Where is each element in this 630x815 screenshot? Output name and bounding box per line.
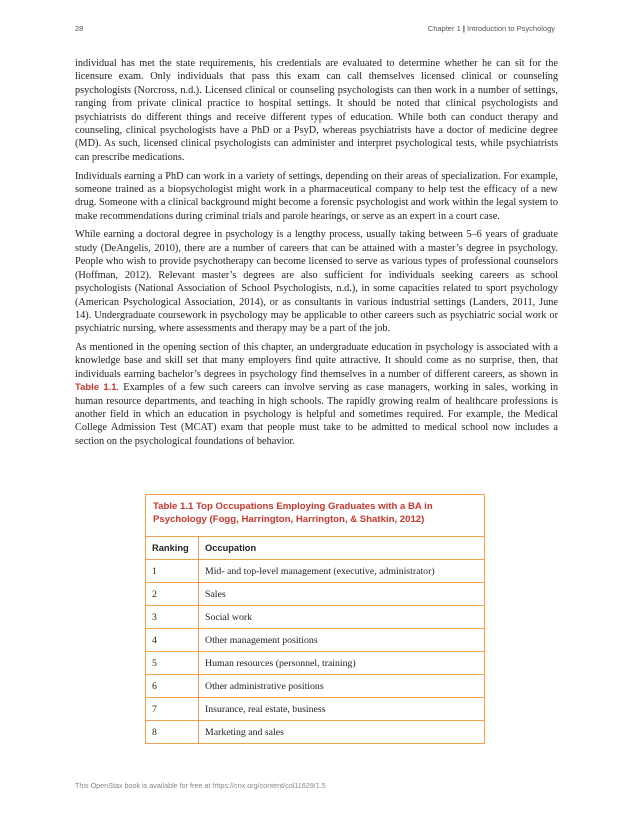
occupation-cell: Mid- and top-level management (executive, administrator) (199, 560, 485, 583)
rank-cell: 7 (146, 698, 199, 721)
rank-cell: 5 (146, 652, 199, 675)
page-number: 28 (75, 24, 84, 33)
header-occupation: Occupation (199, 537, 485, 560)
paragraph: individual has met the state requirements, his credentials are evaluated to determine whether he can sit for the licensure exam. Only individuals that pass this exam can call themselves licensed clinical or counseling psychologists (Norcross, n.d.). Licensed clinical or counseling psychologists can then work in a number of settings, ranging from private clinical practice to hospital settings. It should be noted that clinical psychologists and psychiatrists do different things and receive different types of education. While both can conduct therapy and counseling, clinical psychologists have a PhD or a PsyD, whereas psychiatrists have a doctor of medicine degree (MD). As such, licensed clinical psychologists can administer and interpret psychological tests, while psychiatrists can prescribe medications. (75, 58, 558, 163)
occupation-cell: Social work (199, 606, 485, 629)
occupation-cell: Insurance, real estate, business (199, 698, 485, 721)
table-row (146, 652, 484, 675)
paragraph-text: . Examples of a few such careers can involve serving as case managers, working in sales, working in human resource departments, and teaching in high schools. The rapidly growing realm of healthcare professions is another field in which an education in psychology is helpful and sometimes required. For example, the Medical College Admission Test (MCAT) exam that people must take to be admitted to medical school now includes a section on the psychological foundations of behavior. (75, 382, 559, 447)
table-caption: Table 1.1 Top Occupations Employing Graduates with a BA in Psychology (Fogg, Harrington, Harrington, & Shatkin, 2012) (146, 495, 484, 537)
running-header (428, 24, 555, 33)
page-footer: This OpenStax book is available for free at https://cnx.org/content/col11629/1.5 (75, 781, 326, 790)
table-link[interactable]: Table 1.1 (75, 382, 117, 394)
table-row (146, 675, 484, 698)
occupations-table (145, 494, 485, 744)
rank-cell: 2 (146, 583, 199, 606)
rank-cell: 3 (146, 606, 199, 629)
table-row (146, 583, 484, 606)
table-row (146, 721, 484, 744)
rank-cell: 8 (152, 726, 157, 738)
paragraph-text: As mentioned in the opening section of this chapter, an undergraduate education in psychology is associated with a knowledge base and skill set that many employers find quite attractive. It should come as no surprise, then, that individuals earning bachelor’s degrees in psychology find themselves in a number of different careers, as shown in (75, 342, 558, 380)
chapter-label: Chapter 1 (427, 24, 461, 33)
rank-cell: 1 (146, 560, 199, 583)
occupation-cell: Marketing and sales (199, 721, 485, 744)
rank-cell: 6 (146, 675, 199, 698)
occupation-cell: Other administrative positions (199, 675, 485, 698)
paragraph: While earning a doctoral degree in psychology is a lengthy process, usually taking between 5–6 years of graduate study (DeAngelis, 2010), there are a number of careers that can be attained with a master’s degree in psychology. People who wish to provide psychotherapy can become licensed to serve as various types of professional counselors (Hoffman, 2012). Relevant master’s degrees are also sufficient for individuals seeking careers as school psychologists (National Association of School Psychologists, n.d.), in some capacities related to sport psychology (American Psychological Association, 2014), or as consultants in various industrial settings (Landers, 2011, June 14). Undergraduate coursework in psychology may be applicable to other careers such as psychiatric social work or psychiatric nursing, where assessments and therapy may be a part of the job. (75, 229, 558, 335)
table-row (146, 606, 484, 629)
header-ranking: Ranking (146, 537, 199, 560)
table-row (146, 698, 484, 721)
table-row (146, 560, 484, 583)
header-separator: | (462, 24, 465, 33)
body-text (75, 57, 558, 454)
rank-cell: 4 (146, 629, 199, 652)
page-header (75, 24, 555, 36)
occupation-cell: Other management positions (199, 629, 485, 652)
table-header-row (146, 537, 484, 560)
chapter-title: Introduction to Psychology (467, 24, 555, 33)
paragraph (75, 341, 558, 448)
table-row (146, 629, 484, 652)
table-grid (146, 537, 484, 743)
occupation-cell: Sales (199, 583, 485, 606)
occupation-cell: Human resources (personnel, training) (199, 652, 485, 675)
paragraph: Individuals earning a PhD can work in a variety of settings, depending on their areas of specialization. For example, someone trained as a biopsychologist might work in a pharmaceutical company to help test the efficacy of a new drug. Someone with a clinical background might become a forensic psychologist and work within the legal system to make recommendations during criminal trials and parole hearings, or serve as an expert in a court case. (75, 170, 558, 222)
